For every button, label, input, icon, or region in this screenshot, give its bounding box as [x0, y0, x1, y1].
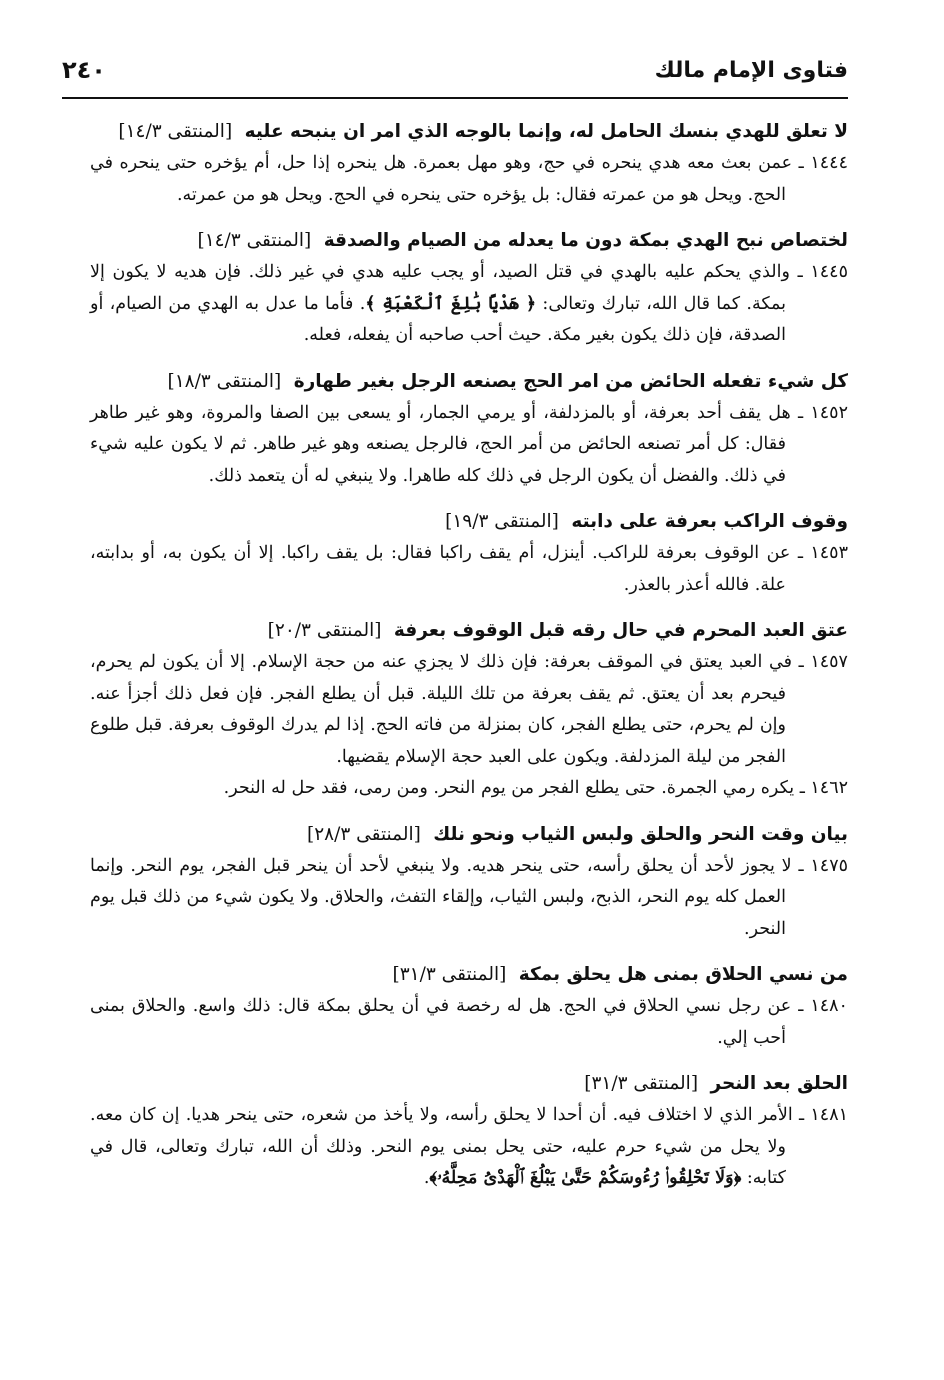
section — [90, 615, 848, 805]
fatwa-entry — [90, 773, 848, 805]
entry-text: يكره رمي الجمرة. حتى يطلع الفجر من يوم النحر. ومن رمى، فقد حل له النحر. — [223, 778, 795, 798]
header-rule — [62, 97, 848, 99]
fatwa-entry — [90, 647, 848, 773]
entry-number: ١٤٨١ ـ — [799, 1105, 848, 1125]
fatwa-entry — [90, 991, 848, 1054]
entry-number: ١٤٤٤ ـ — [798, 153, 848, 173]
fatwa-entry — [90, 851, 848, 946]
section-title-text: لا تعلق للهدي بنسك الحامل له، وإنما بالوجه الذي امر ان ينبحه عليه — [244, 121, 848, 142]
section — [90, 225, 848, 352]
fatwa-entry — [90, 398, 848, 493]
section — [90, 1068, 848, 1195]
page-number: ٢٤٠ — [62, 56, 106, 84]
section-reference: [المنتقى ٢٨/٣] — [307, 823, 421, 845]
entry-number: ١٤٥٧ ـ — [798, 652, 848, 672]
fatwa-entry — [90, 538, 848, 601]
entry-text: هل يقف أحد بعرفة، أو بالمزدلفة، أو يرمي الجمار، أو يسعى بين الصفا والمروة، وهو غير طاهر فقال: كل أمر تصنعه الحائض من أمر الحج، فالرجل يصنعه وهو غير طاهر. ثم لا يكون عليه شيء في ذلك. والفضل أن يكون الرجل في ذلك كله طاهرا. ولا ينبغي له أن يتعمد ذلك. — [90, 402, 791, 486]
entry-text: لا يجوز لأحد أن يحلق رأسه، حتى ينحر هديه. ولا ينبغي لأحد أن ينحر قبل الفجر، يوم النحر. وإنما العمل كله يوم النحر، الذبح، ولبس الثياب، وإلقاء التفث، والحلاق. ولا يكون شيء من ذلك قبل يوم النحر. — [90, 855, 792, 939]
section-title-text: لختصاص نبح الهدي بمكة دون ما يعدله من الصيام والصدقة — [323, 230, 848, 251]
section-reference: [المنتقى ١٨/٣] — [167, 370, 282, 392]
section-heading — [90, 366, 848, 398]
quran-quote: ﴿ هَدْيًا بَٰلِغَ ٱلْكَعْبَةِ ﴾ — [365, 293, 537, 314]
section-reference: [المنتقى ٢٠/٣] — [267, 620, 382, 641]
section-heading — [90, 225, 848, 257]
entry-number: ١٤٤٥ ـ — [797, 262, 848, 282]
section-title-text: الحلق بعد النحر — [710, 1073, 848, 1094]
section-reference: [المنتقى ١٤/٣] — [118, 121, 233, 142]
entry-text: عمن بعث معه هدي ينحره في حج، وهو مهل بعمرة. هل ينحره إذا حل، أم يؤخره حتى ينحره في الحج. ويحل هو من عمرته فقال: بل يؤخره حتى ينحره في الحج. ويحل هو من عمرته. — [90, 153, 793, 205]
entry-number: ١٤٨٠ ـ — [798, 996, 848, 1016]
running-title: فتاوى الإمام مالك — [654, 58, 848, 83]
entry-number: ١٤٥٢ ـ — [797, 402, 848, 423]
section-heading — [90, 506, 848, 538]
section-heading — [90, 959, 848, 991]
section-reference: [المنتقى ١٤/٣] — [197, 230, 312, 251]
section — [90, 506, 848, 601]
section-heading — [90, 819, 848, 851]
entry-number: ١٤٦٢ ـ — [799, 778, 848, 798]
section-heading — [90, 1068, 848, 1100]
section — [90, 959, 848, 1054]
entry-text: الأمر الذي لا اختلاف فيه. أن أحدا لا يحلق رأسه، ولا يأخذ من شعره، حتى ينحر هديا. إن كان معه. ولا يحل من شيء حرم عليه، حتى يحل بمنى يوم النحر. وذلك أن الله، تبارك وتعالى، قال في كتابه: — [90, 1105, 793, 1188]
section-heading — [90, 615, 848, 647]
section-reference: [المنتقى ٣١/٣] — [392, 964, 507, 985]
section — [90, 366, 848, 493]
section — [90, 819, 848, 946]
entry-text: عن الوقوف بعرفة للراكب. أينزل، أم يقف راكبا فقال: بل يقف راكبا. إلا أن يكون به، أو بدابته، علة. فالله أعذر بالعذر. — [90, 543, 791, 595]
entry-text-continued: . — [423, 1168, 430, 1188]
section-title-text: بيان وقت النحر والحلق ولبس الثياب ونحو نلك — [433, 823, 848, 845]
entry-text: والذي يحكم عليه بالهدي في قتل الصيد، أو يجب عليه هدي في غير ذلك. فإن هديه لا يكون إلا بمكة. كما قال الله، تبارك وتعالى: — [90, 262, 790, 314]
section-reference: [المنتقى ١٩/٣] — [445, 511, 559, 532]
section-title-text: عتق العبد المحرم في حال رقه قبل الوقوف بعرفة — [393, 620, 848, 641]
section-reference: [المنتقى ٣١/٣] — [584, 1073, 699, 1094]
section — [90, 116, 848, 211]
entry-text-continued: . فأما ما عدل به الهدي من الصيام، أو الصدقة، فإن ذلك يكون بغير مكة. حيث أحب صاحبه أن يفعله، فعله. — [90, 293, 786, 345]
section-title-text: كل شيء تفعله الحائض من امر الحج يصنعه الرجل بغير طهارة — [293, 370, 848, 392]
entry-text: في العبد يعتق في الموقف بعرفة: فإن ذلك لا يجزي عنه من حجة الإسلام. إلا أن يكون لم يحرم، فيحرم بعد أن يعتق. ثم يقف بعرفة من تلك الليلة. قبل أن يطلع الفجر. فإن فعل ذلك أجزأ عنه. وإن لم يحرم، حتى يطلع الفجر، كان بمنزلة من فاته الحج. إذا لم يدرك الوقوف بعرفة. قبل طلوع الفجر من ليلة المزدلفة. ويكون على العبد حجة الإسلام يقضيها. — [90, 652, 792, 767]
section-heading — [90, 116, 848, 148]
section-title-text: وقوف الراكب بعرفة على دابته — [571, 511, 848, 532]
fatwa-entry — [90, 148, 848, 211]
page-header — [62, 56, 848, 96]
page-body — [90, 116, 848, 1209]
fatwa-entry — [90, 257, 848, 352]
entry-text: عن رجل نسي الحلاق في الحج. هل له رخصة في أن يحلق بمكة قال: ذلك واسع. والحلاق بمنى أحب إلي. — [90, 996, 792, 1048]
section-title-text: من نسي الحلاق بمنى هل يحلق بمكة — [518, 964, 848, 985]
fatwa-entry — [90, 1100, 848, 1195]
entry-number: ١٤٥٣ ـ — [797, 543, 848, 563]
entry-number: ١٤٧٥ ـ — [798, 855, 848, 876]
quran-quote: ﴿وَلَا تَحْلِقُوا۟ رُءُوسَكُمْ حَتَّىٰ يَبْلُغَ ٱلْهَدْىُ مَحِلَّهُۥ﴾ — [429, 1168, 742, 1188]
